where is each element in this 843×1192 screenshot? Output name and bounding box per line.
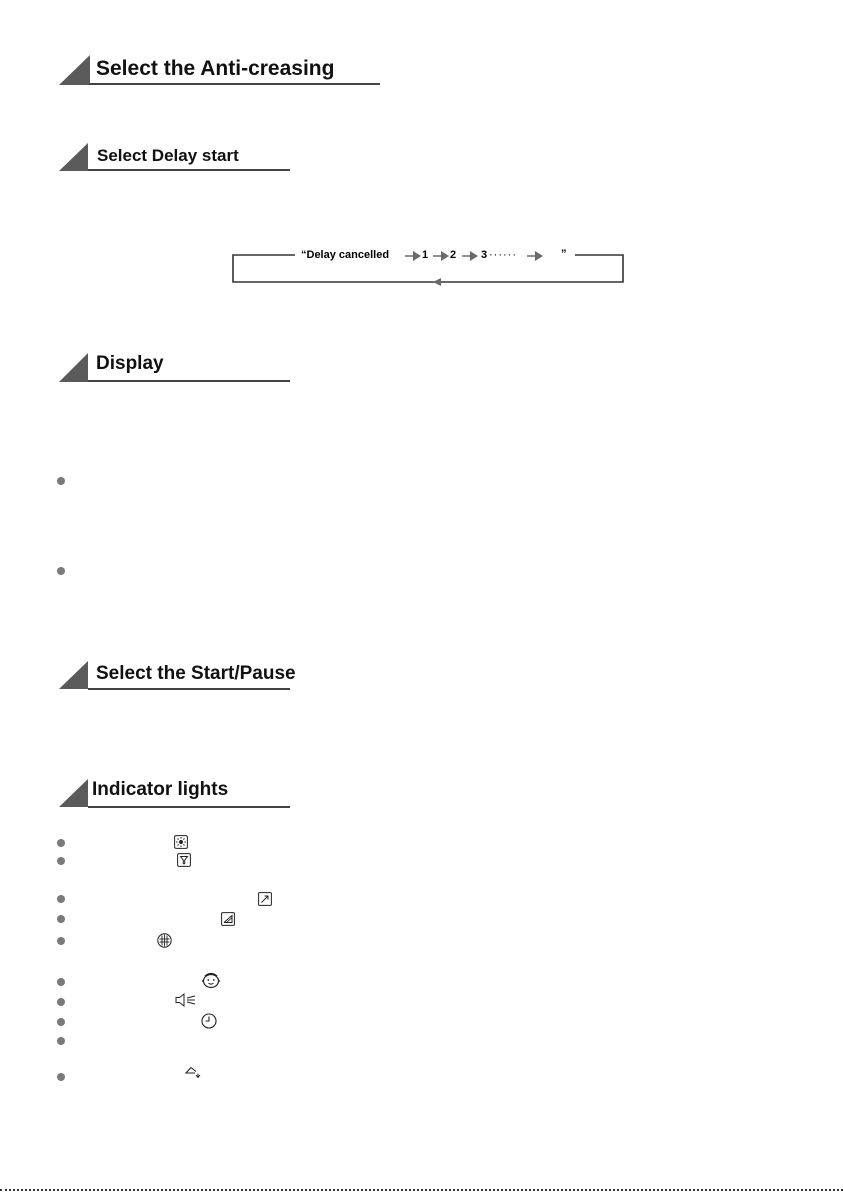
clock-icon [201,1013,217,1029]
arrow-right-icon [405,251,421,261]
grid-circle-icon [157,933,172,948]
ellipsis: ······ [489,249,517,261]
section-title: Display [96,353,164,374]
section-title: Select the Start/Pause [96,663,296,684]
heading-rule [88,688,290,690]
sun-icon [174,835,188,849]
bullet-point [57,1073,65,1081]
delay-cancelled-label: “Delay cancelled [301,249,390,261]
close-quote: ” [561,248,567,260]
heading-display [59,353,291,383]
heading-triangle-icon [59,661,89,689]
step-label: 1 [422,249,429,261]
heading-indicator-lights [59,779,291,809]
heading-triangle-icon [59,143,89,171]
heading-rule [88,806,290,808]
step-label: 2 [450,249,457,261]
bullet-point [57,895,65,903]
section-title: Select the Anti-creasing [96,57,335,80]
hanger-icon [185,1066,201,1080]
bullet-point [57,857,65,865]
step-label: 3 [481,249,488,261]
bullet-point [57,937,65,945]
speaker-icon [175,993,197,1007]
heading-triangle-icon [59,353,89,382]
arrow-right-icon [527,251,543,261]
heading-anti-creasing [59,55,381,87]
page-bottom-rule [0,1189,843,1191]
bullet-point [57,839,65,847]
heading-delay-start [59,143,291,173]
section-title: Select Delay start [97,146,239,165]
child-face-icon [201,972,221,989]
heading-triangle-icon [59,779,89,807]
bullet-point [57,998,65,1006]
heading-rule [88,169,290,171]
delay-cycle-diagram [230,246,626,286]
section-title: Indicator lights [92,779,229,800]
bullet-point [57,978,65,986]
heading-rule [89,83,380,85]
bullet-point [57,1037,65,1045]
arrow-right-icon [433,251,449,261]
arrow-right-icon [462,251,478,261]
heading-start-pause [59,661,309,691]
heading-triangle-icon [59,55,91,85]
arrow-box-icon [258,892,272,906]
filter-icon [177,853,191,867]
bullet-point [57,477,65,485]
bullet-point [57,567,65,575]
bullet-point [57,915,65,923]
ramp-box-icon [221,912,235,926]
heading-rule [88,380,290,382]
bullet-point [57,1018,65,1026]
